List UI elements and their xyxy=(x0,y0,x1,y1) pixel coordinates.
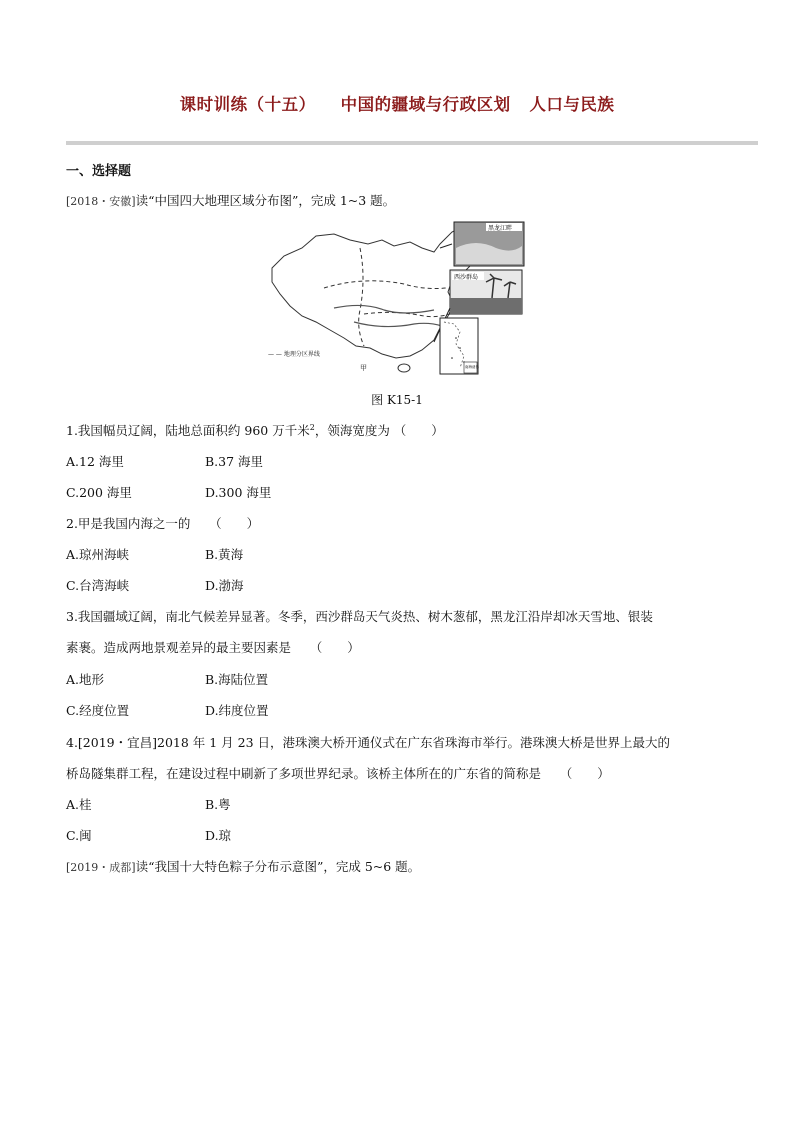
question-4-source: 4.[2019・宜昌] xyxy=(66,735,157,750)
q3-option-a[interactable]: A.地形 xyxy=(66,672,105,687)
q1-option-c[interactable]: C.200 海里 xyxy=(66,485,132,500)
q4-option-c[interactable]: C.闽 xyxy=(66,828,92,843)
china-regions-map xyxy=(264,218,530,380)
photo-1-label: 黑龙江畔 xyxy=(488,225,513,232)
q1-option-d[interactable]: D.300 海里 xyxy=(205,485,272,500)
q4-option-b[interactable]: B.粤 xyxy=(205,797,231,812)
section-heading: 一、选择题 xyxy=(66,164,132,179)
river xyxy=(334,305,434,313)
question-1-sup: 2 xyxy=(309,422,315,432)
question-4-stem-1 xyxy=(66,733,670,751)
intro-2-text: 读“我国十大特色粽子分布示意图”，完成 5~6 题。 xyxy=(135,859,421,874)
q3-option-b[interactable]: B.海陆位置 xyxy=(205,672,269,687)
title-divider xyxy=(66,141,758,145)
q1-option-a[interactable]: A.12 海里 xyxy=(66,454,124,469)
q1-option-b[interactable]: B.37 海里 xyxy=(205,454,264,469)
question-4-stem-2: 桥岛隧集群工程，在建设过程中刷新了多项世界纪录。该桥主体所在的广东省的简称是 （ ） xyxy=(66,766,610,781)
intro-1 xyxy=(66,191,395,209)
intro-1-text: 读“中国四大地理区域分布图”，完成 1~3 题。 xyxy=(135,193,396,208)
q2-option-c[interactable]: C.台湾海峡 xyxy=(66,578,130,593)
intro-2 xyxy=(66,857,420,875)
q2-option-a[interactable]: A.琼州海峡 xyxy=(66,547,130,562)
question-1-stem xyxy=(66,421,444,439)
question-1-stem-b: ，领海宽度为 （ ） xyxy=(314,423,444,438)
q2-option-b[interactable]: B.黄海 xyxy=(205,547,244,562)
intro-1-source: [2018・安徽] xyxy=(66,195,136,208)
region-boundary-west xyxy=(359,248,364,346)
map-mark-jia: 甲 xyxy=(360,364,367,372)
q3-option-d[interactable]: D.纬度位置 xyxy=(205,703,269,718)
question-4-stem-1-text: 2018 年 1 月 23 日，港珠澳大桥开通仪式在广东省珠海市举行。港珠澳大桥是世界上最大的 xyxy=(157,735,671,750)
hainan-island xyxy=(398,364,410,372)
question-3-stem-2: 素裹。造成两地景观差异的最主要因素是 （ ） xyxy=(66,640,360,655)
figure-caption: 图 K15-1 xyxy=(371,393,423,407)
map-legend: — — 地理分区界线 xyxy=(268,351,320,358)
river xyxy=(354,322,442,327)
q3-option-c[interactable]: C.经度位置 xyxy=(66,703,130,718)
intro-2-source: [2019・成都] xyxy=(66,861,136,874)
inset-label: 南海诸岛 xyxy=(465,365,479,369)
q2-option-d[interactable]: D.渤海 xyxy=(205,578,244,593)
question-2-stem: 2.甲是我国内海之一的 （ ） xyxy=(66,516,260,531)
question-1-stem-a: 1.我国幅员辽阔，陆地总面积约 960 万千米 xyxy=(66,423,310,438)
page-title: 课时训练（十五） 中国的疆域与行政区划 人口与民族 xyxy=(179,95,615,114)
q4-option-a[interactable]: A.桂 xyxy=(66,797,92,812)
photo-2-label: 西沙群岛 xyxy=(454,274,479,281)
question-3-stem-1: 3.我国疆域辽阔，南北气候差异显著。冬季，西沙群岛天气炎热、树木葱郁，黑龙江沿岸却冰天雪地、银装 xyxy=(66,609,653,624)
region-boundary-north xyxy=(324,281,446,289)
q4-option-d[interactable]: D.琼 xyxy=(205,828,232,843)
